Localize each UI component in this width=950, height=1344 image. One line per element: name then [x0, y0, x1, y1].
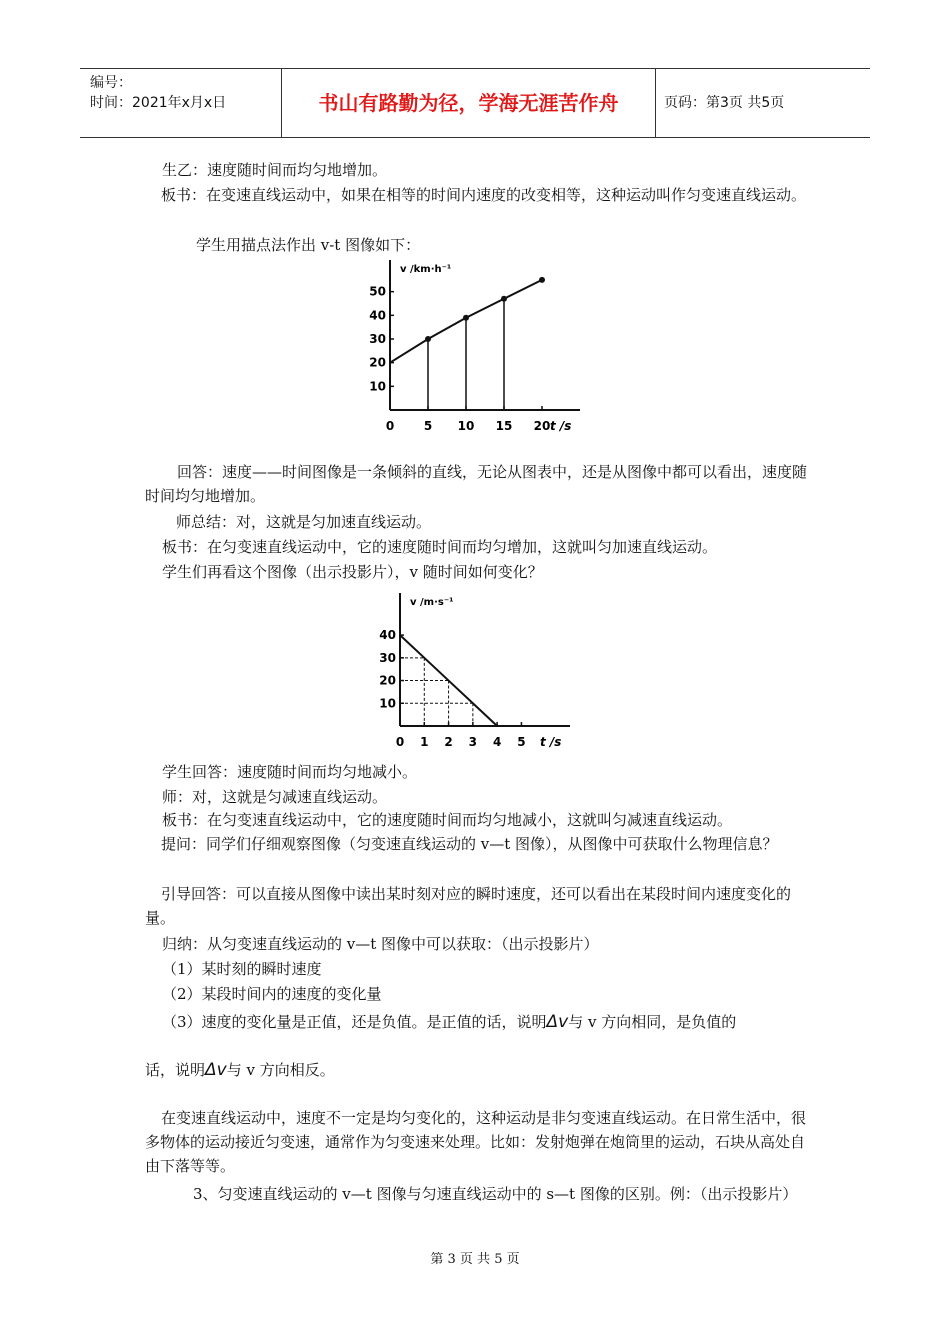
y-tick-label: 40: [369, 308, 386, 323]
x-tick-label: 4: [492, 735, 502, 749]
x-tick-label: 0: [385, 419, 395, 433]
y-tick-label: 10: [379, 696, 396, 711]
motto: 书山有路勤为径，学海无涯苦作舟: [282, 69, 656, 137]
header-left-cell: [80, 69, 282, 137]
x-tick-label: 1: [420, 735, 429, 749]
data-point: [501, 296, 507, 302]
page-header: [80, 68, 870, 138]
x-axis-label: t /s: [540, 735, 562, 749]
para-12: 引导回答：可以直接从图像中读出某时刻对应的瞬时速度，还可以看出在某段时间内速度变化的量。: [145, 885, 792, 927]
y-tick-label: 30: [369, 332, 386, 346]
para-10: 板书：在匀变速直线运动中，它的速度随时间而均匀地减小，这就叫匀减速直线运动。: [162, 811, 733, 829]
x-tick-label: 0: [395, 735, 405, 749]
y-tick-label: 20: [379, 673, 396, 688]
y-tick-label: 30: [379, 650, 396, 665]
para-4: 回答：速度——时间图像是一条倾斜的直线，无论从图表中，还是从图像中都可以看出，速度随时间均匀地增加。: [145, 463, 808, 505]
x-tick-label: 3: [468, 735, 478, 749]
number-label: 编号：: [90, 75, 132, 91]
para-16-start: （3）速度的变化量是正值，还是负值。是正值的话，说明: [162, 1013, 547, 1031]
x-tick-label: 2: [444, 735, 453, 749]
para-16: [162, 1010, 827, 1034]
data-point: [425, 336, 431, 342]
para-15: （2）某段时间内的速度的变化量: [162, 985, 382, 1003]
data-point: [463, 315, 469, 321]
para-1: 生乙：速度随时间而均匀地增加。: [162, 161, 388, 179]
para-11: 提问：同学们仔细观察图像（匀变速直线运动的 v—t 图像），从图像中可获取什么物理信息？: [161, 835, 778, 853]
x-tick-label: 20: [533, 419, 551, 433]
time-label: 时间：2021年x月x日: [90, 95, 227, 111]
y-tick-label: 10: [369, 379, 386, 394]
x-tick-label: 5: [423, 419, 433, 433]
page-footer: 第 3 页 共 5 页: [430, 1252, 520, 1267]
x-tick-label: 10: [457, 419, 475, 433]
para-19: 3、匀变速直线运动的 v—t 图像与匀速直线运动中的 s—t 图像的区别。例：（出示投影片）: [193, 1185, 798, 1203]
para-17-start: 话，说明: [145, 1061, 206, 1079]
data-point: [539, 277, 545, 283]
para-5: 师总结：对，这就是匀加速直线运动。: [176, 513, 432, 531]
para-8: 学生回答：速度随时间而均匀地减小。: [162, 763, 418, 781]
chart-velocity-increasing: [360, 258, 590, 438]
delta-v-symbol: Δv: [546, 1012, 569, 1032]
page-label: 页码：第3页 共5页: [664, 95, 785, 111]
para-16-end: 与 v 方向相同，是负值的: [568, 1013, 737, 1031]
para-9: 师：对，这就是匀减速直线运动。: [162, 788, 388, 806]
para-7: 学生们再看这个图像（出示投影片），v 随时间如何变化？: [162, 563, 543, 581]
para-14: （1）某时刻的瞬时速度: [162, 960, 322, 978]
x-axis-label: t /s: [550, 419, 572, 433]
y-axis-label: v /km·h⁻¹: [400, 264, 452, 275]
y-tick-label: 40: [379, 628, 396, 643]
chart-velocity-decreasing: [365, 585, 580, 750]
para-18: 在变速直线运动中，速度不一定是均匀变化的，这种运动是非匀变速直线运动。在日常生活中，很多物体的运动接近匀变速，通常作为匀变速来处理。比如：发射炮弹在炮筒里的运动，石块从高处自由下落等等。: [145, 1109, 807, 1175]
y-tick-label: 20: [369, 355, 386, 370]
y-tick-label: 50: [369, 284, 386, 299]
x-tick-label: 15: [495, 419, 513, 433]
para-17-end: 与 v 方向相反。: [226, 1061, 335, 1079]
para-17: [145, 1058, 810, 1082]
para-3: 学生用描点法作出 v-t 图像如下：: [196, 236, 421, 254]
para-6: 板书：在匀变速直线运动中，它的速度随时间而均匀增加，这就叫匀加速直线运动。: [162, 538, 718, 556]
delta-v-symbol-2: Δv: [205, 1060, 227, 1080]
y-axis-label: v /m·s⁻¹: [410, 597, 454, 608]
para-2: 板书：在变速直线运动中，如果在相等的时间内速度的改变相等，这种运动叫作匀变速直线运动。: [161, 186, 807, 204]
x-tick-label: 5: [517, 735, 526, 749]
para-13: 归纳：从匀变速直线运动的 v—t 图像中可以获取：（出示投影片）: [162, 935, 599, 953]
